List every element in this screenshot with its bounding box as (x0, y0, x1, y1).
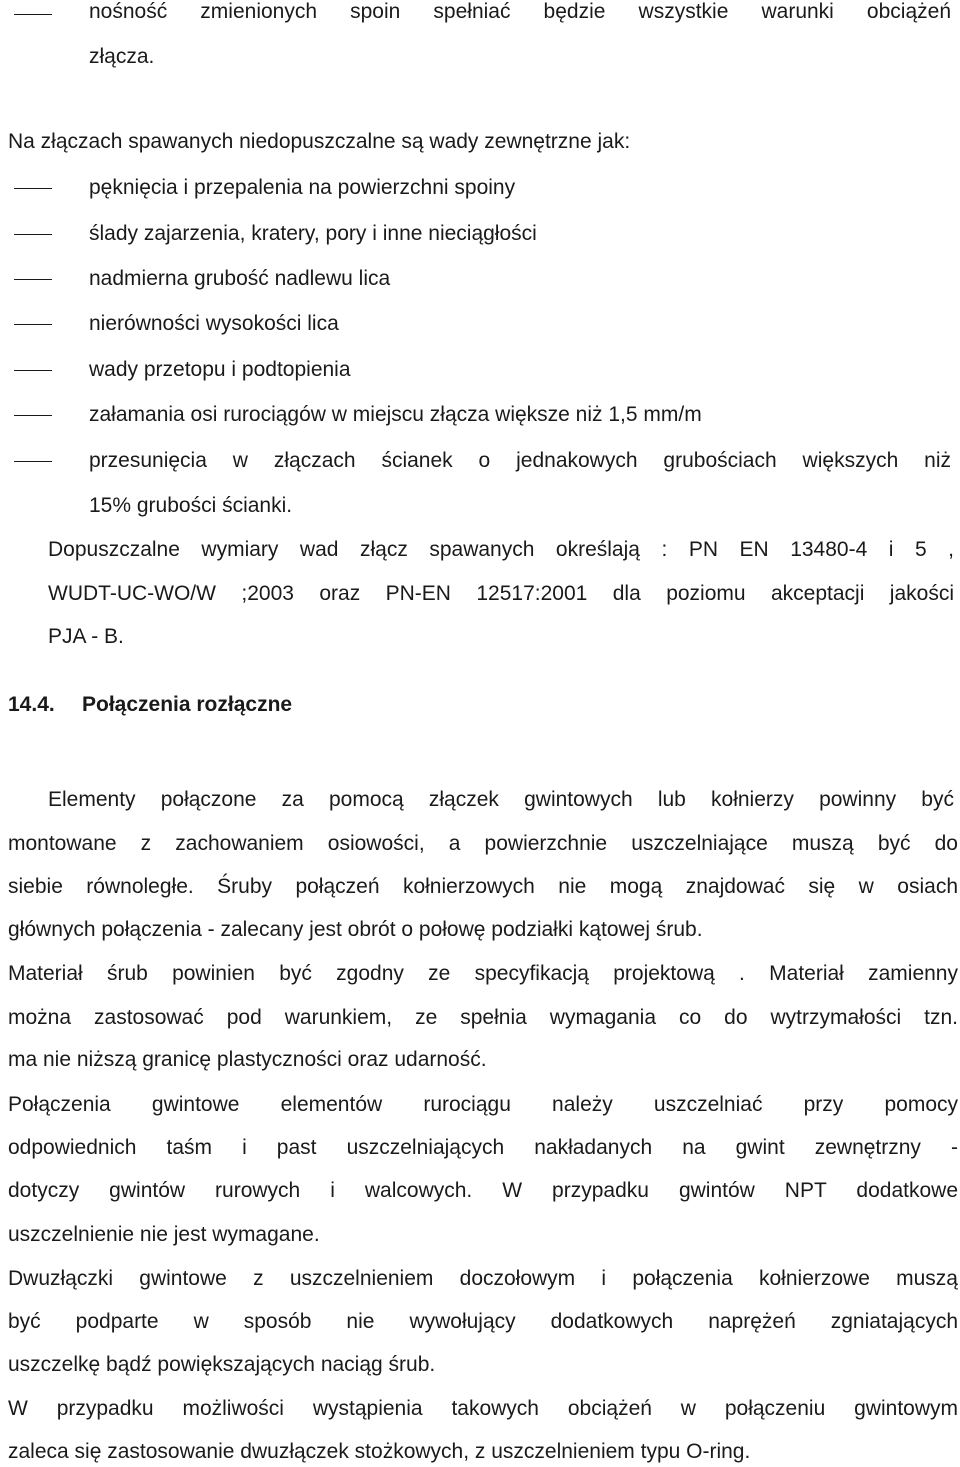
paragraph-line: uszczelnienie nie jest wymagane. (8, 1223, 320, 1246)
dash-bullet (14, 188, 52, 189)
list-item-text: nadmierna grubość nadlewu lica (89, 267, 391, 290)
paragraph-line: być podparte w sposób nie wywołujący dodatkowych naprężeń zgniatających (8, 1310, 958, 1333)
list-item-text: przesunięcia w złączach ścianek o jednakowych grubościach większych niż (89, 449, 951, 472)
paragraph-line: Połączenia gwintowe elementów rurociągu należy uszczelniać przy pomocy (8, 1093, 958, 1116)
dash-bullet (14, 14, 52, 15)
dash-bullet (14, 279, 52, 280)
paragraph-line: można zastosować pod warunkiem, ze spełnia wymagania co do wytrzymałości tzn. (8, 1006, 958, 1029)
paragraph-line: uszczelkę bądź powiększających naciąg śrub. (8, 1353, 436, 1376)
list-item-text-continued: 15% grubości ścianki. (89, 494, 293, 517)
list-item-text: nierówności wysokości lica (89, 312, 339, 335)
tolerances-line: WUDT-UC-WO/W ;2003 oraz PN-EN 12517:2001 dla poziomu akceptacji jakości (48, 582, 954, 605)
defects-intro: Na złączach spawanych niedopuszczalne są wady zewnętrzne jak: (8, 130, 631, 153)
list-item-text: załamania osi rurociągów w miejscu złącza większe niż 1,5 mm/m (89, 403, 702, 426)
paragraph-line: dotyczy gwintów rurowych i walcowych. W przypadku gwintów NPT dodatkowe (8, 1179, 958, 1202)
list-item-text-continued: złącza. (89, 45, 155, 68)
dash-bullet (14, 461, 52, 462)
dash-bullet (14, 370, 52, 371)
paragraph-line: Dwuzłączki gwintowe z uszczelnieniem doczołowym i połączenia kołnierzowe muszą (8, 1267, 958, 1290)
dash-bullet (14, 234, 52, 235)
list-item-text: wady przetopu i podtopienia (89, 358, 351, 381)
list-item-text: nośność zmienionych spoin spełniać będzie wszystkie warunki obciążeń (89, 0, 951, 23)
tolerances-line: PJA - B. (48, 625, 124, 648)
paragraph-line: ma nie niższą granicę plastyczności oraz udarność. (8, 1048, 487, 1071)
dash-bullet (14, 324, 52, 325)
paragraph-line: zaleca się zastosowanie dwuzłączek stożkowych, z uszczelnieniem typu O-ring. (8, 1440, 751, 1463)
paragraph-line: Materiał śrub powinien być zgodny ze specyfikacją projektową . Materiał zamienny (8, 962, 958, 985)
paragraph-line: odpowiednich taśm i past uszczelniających nakładanych na gwint zewnętrzny - (8, 1136, 958, 1159)
dash-bullet (14, 415, 52, 416)
tolerances-line: Dopuszczalne wymiary wad złącz spawanych określają : PN EN 13480-4 i 5 , (48, 538, 954, 561)
paragraph-line: głównych połączenia - zalecany jest obrót o połowę podziałki kątowej śrub. (8, 918, 703, 941)
list-item-text: ślady zajarzenia, kratery, pory i inne nieciągłości (89, 222, 537, 245)
section-number: 14.4. (8, 693, 55, 716)
paragraph-line: siebie równoległe. Śruby połączeń kołnierzowych nie mogą znajdować się w osiach (8, 875, 958, 898)
section-title: Połączenia rozłączne (82, 693, 293, 716)
list-item-text: pęknięcia i przepalenia na powierzchni spoiny (89, 176, 516, 199)
paragraph-line: W przypadku możliwości wystąpienia takowych obciążeń w połączeniu gwintowym (8, 1397, 958, 1420)
paragraph-line: Elementy połączone za pomocą złączek gwintowych lub kołnierzy powinny być (48, 788, 954, 811)
paragraph-line: montowane z zachowaniem osiowości, a powierzchnie uszczelniające muszą być do (8, 832, 958, 855)
